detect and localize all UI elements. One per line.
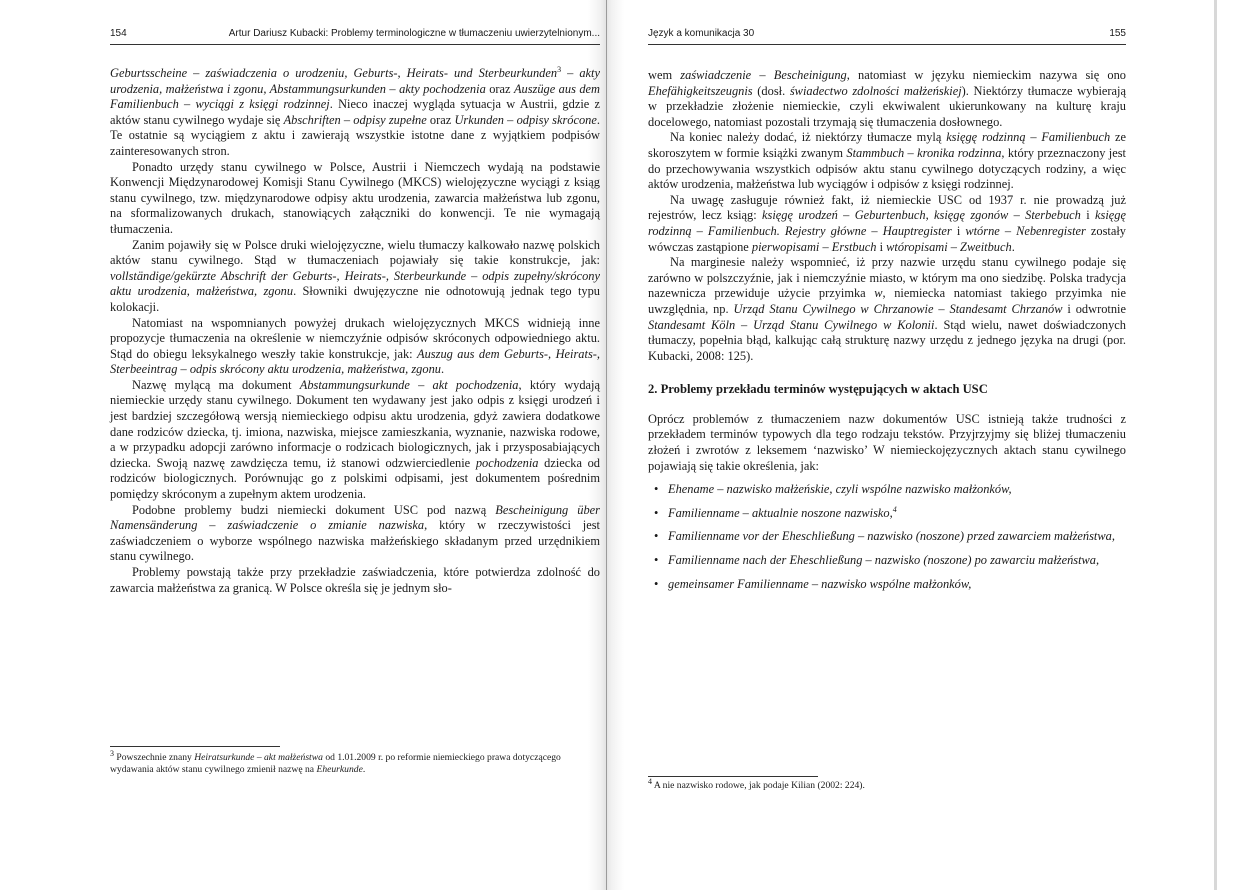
italic-term: Standesamt Köln – Urząd Stanu Cywilnego w Kolonii xyxy=(648,317,935,332)
term-list-item xyxy=(648,553,1126,569)
text-run: , który w rzeczywistości jest zaświadczeniem o wyborze wspólnego nazwiska małżeńskiego składanym przed urzędnikiem stanu cywilnego. xyxy=(110,518,600,564)
italic-term: Urkunden – odpisy skrócone xyxy=(454,112,597,127)
footnote-4-marker: 4 xyxy=(648,776,652,786)
right-footnote xyxy=(648,776,1126,792)
left-page xyxy=(80,0,600,890)
right-page-header xyxy=(648,28,1126,44)
text-run: Na koniec należy dodać, iż niektórzy tłumacze mylą xyxy=(670,130,947,145)
right-paragraphs xyxy=(648,68,1126,364)
section-paragraph xyxy=(648,412,1126,474)
italic-term: vollständige/gekürzte Abschrift der Geburts-, Heirats-, Sterbeurkunde – odpis zupełny/skrócony aktu urodzenia, małżeństwa, zgonu xyxy=(110,268,600,299)
paragraph xyxy=(110,316,600,378)
terms-list xyxy=(648,482,1126,592)
section-heading: 2. Problemy przekładu terminów występujących w aktach USC xyxy=(648,382,988,397)
italic-term: Bescheinigung über Namensänderung – zaświadczenie o zmianie nazwiska xyxy=(110,502,600,533)
text-run: Na marginesie należy wspomnieć, iż przy nazwie urzędu stanu cywilnego podaje się zarówno w polszczyźnie, jak i niemczyźnie miasto, w którym ma ono siedzibę. Polska tradycja nazewnicza przewiduje użycie przyimka xyxy=(648,255,1126,301)
left-page-body xyxy=(110,66,600,596)
text-run: , niemiecka natomiast takiego przyimka nie uwzględnia, np. xyxy=(648,286,1127,316)
paragraph xyxy=(110,66,600,160)
paragraph xyxy=(648,193,1126,255)
left-page-number: 154 xyxy=(110,28,127,39)
text-run: Oprócz problemów z tłumaczeniem nazw dokumentów USC istnieją także trudności z przekładem terminów typowych dla tego rodzaju tekstów. Przyjrzyjmy się bliżej tłumaczeniu złożeń i zwrotów z leksemem ‘nazwisko’ W niemieckojęzycznych aktach stanu cywilnego pojawiają się takie określenia, jak: xyxy=(648,411,1126,473)
term-list-item xyxy=(648,577,1126,593)
text-run: Zanim pojawiły się w Polsce druki wielojęzyczne, wielu tłumaczy kalkowało nazwę polskich aktów stanu cywilnego. Stąd w tłumaczeniach pojawiały się takie konstrukcje, jak: xyxy=(110,237,600,268)
term-list-item xyxy=(648,529,1126,545)
text-run: . Stąd wielu, nawet doświadczonych tłumaczy, popełnia błąd, kalkując całą strukturę nazwy urzędu z jednego języka na drugi (por. Kubacki, 2008: 125). xyxy=(648,317,1126,363)
text-run: zostały wówczas zastąpione xyxy=(648,223,1126,254)
italic-term: Abschriften – odpisy zupełne xyxy=(283,112,427,127)
text-run: Problemy powstają także przy przekładzie zaświadczenia, które potwierdza zdolność do zawarcia małżeństwa za granicą. W Polsce określa się je jednym sło- xyxy=(110,565,600,595)
right-running-head: Język a komunikacja 30 xyxy=(648,28,755,39)
italic-term: księgę urodzeń – Geburtenbuch, księgę zgonów – Sterbebuch xyxy=(762,208,1081,223)
term-text: Familienname – aktualnie noszone nazwisko, xyxy=(668,505,893,520)
text-run: Powszechnie znany xyxy=(114,752,195,763)
italic-term: pierwopisami – Erstbuch xyxy=(751,239,877,254)
italic-term: wtóropisami – Zweitbuch xyxy=(886,239,1012,254)
text-run: Podobne problemy budzi niemiecki dokument USC pod nazwą xyxy=(132,502,496,517)
text-run: dziecka od rodziców biologicznych. Porównując go z polskimi odpisami, jest dokumentem pośrednim pomiędzy skróconym a zupełnym aktem urodzenia. xyxy=(110,455,600,502)
text-run: wem xyxy=(648,68,681,82)
text-run: (dosł. xyxy=(752,83,790,98)
term-text: Familienname nach der Eheschließung – nazwisko (noszone) po zawarciu małżeństwa, xyxy=(668,553,1100,568)
paragraph xyxy=(648,255,1126,364)
italic-term: Eheurkunde xyxy=(316,764,363,776)
bullet-icon: • xyxy=(654,505,659,520)
paragraph xyxy=(110,565,600,596)
paragraph xyxy=(648,68,1126,130)
italic-term: w xyxy=(874,286,883,301)
text-run: i xyxy=(876,239,887,254)
text-run: Nazwę mylącą ma dokument xyxy=(132,377,300,392)
right-header-rule xyxy=(648,44,1126,45)
term-list-item xyxy=(648,482,1126,498)
text-run: . Słowniki dwujęzyczne nie odnotowują jednak tego typu kolokacji. xyxy=(110,284,600,314)
right-page xyxy=(648,0,1126,890)
paragraph xyxy=(110,238,600,316)
italic-term: księgę rodzinną – Familienbuch xyxy=(946,130,1111,145)
italic-term: Urząd Stanu Cywilnego w Chrzanowie – Standesamt Chrzanów xyxy=(733,301,1063,316)
text-run: oraz xyxy=(426,112,455,127)
italic-term: księgę rodzinną – Familienbuch. Rejestry główne – Hauptregister xyxy=(648,208,1126,238)
italic-term: – akty urodzenia, małżeństwa i zgonu, Abstammungsurkunden – akty pochodzenia xyxy=(110,66,600,96)
term-text: Familienname vor der Eheschließung – nazwisko (noszone) przed zawarciem małżeństwa, xyxy=(668,529,1115,544)
bullet-icon: • xyxy=(654,482,659,497)
italic-term: zaświadczenie – Bescheinigung xyxy=(680,68,847,82)
right-footnote-rule xyxy=(648,776,818,777)
italic-term: Heiratsurkunde – akt małżeństwa xyxy=(194,752,323,763)
text-run: . Te ostatnie są wyciągiem z aktu i zawierają wszystkie istotne dane z wyjątkiem podpisów zainteresowanych stron. xyxy=(110,112,600,158)
bullet-icon: • xyxy=(654,576,659,591)
text-run: ). Niektórzy tłumacze wybierają w przekładzie złożenie niemieckie, czyli ekwiwalent ukierunkowany na kulturę kraju docelowego, natomiast pozostali trzymają się tłumaczenia dosłownego. xyxy=(648,83,1127,129)
footnote-3-marker: 3 xyxy=(110,748,114,758)
left-header-rule xyxy=(110,44,600,45)
text-run: ze skoroszytem w formie książki zwanym xyxy=(648,130,1126,160)
italic-term: Auszüge aus dem Familienbuch – wyciągi z księgi rodzinnej xyxy=(110,81,600,112)
paragraph xyxy=(648,412,1126,474)
paragraph xyxy=(110,378,600,503)
left-running-head: Artur Dariusz Kubacki: Problemy terminologiczne w tłumaczeniu uwierzytelnionym... xyxy=(228,28,600,39)
left-footnote xyxy=(110,748,600,777)
text-run: . xyxy=(362,764,366,776)
italic-term: Ehefähigkeitszeugnis xyxy=(648,83,753,98)
footnote-marker: 4 xyxy=(892,504,897,514)
paragraph xyxy=(110,160,600,238)
bullet-icon: • xyxy=(654,553,659,568)
left-page-header xyxy=(80,28,600,44)
text-run: , który wydają niemieckie urzędy stanu cywilnego. Dokument ten wydawany jest jako odpis z księgi urodzeń i jest bardziej szczegółową wersją niemieckiego odpisu aktu urodzenia, gdyż zawiera dodatkowe dane rodziców dziecka, tj. imiona, nazwiska, miejsce zamieszkania, wyznanie, nazwiska rodowe, a w przypadku adopcji zarówno informacje o rodzicach biologicznych, jak i przysposabiających dziecka. Swoją nazwę zawdzięcza temu, iż stanowi odzwierciedlenie xyxy=(110,377,600,470)
text-run: od 1.01.2009 r. po reformie niemieckiego prawa dotyczącego wydawania aktów stanu cywilnego zmienił nazwę na xyxy=(110,752,561,776)
text-run: i odwrotnie xyxy=(1062,301,1126,316)
right-page-number: 155 xyxy=(1109,28,1126,39)
term-text: gemeinsamer Familienname – nazwisko wspólne małżonków, xyxy=(668,576,972,591)
page-edge-shadow xyxy=(1214,0,1217,890)
italic-term: świadectwo zdolności małżeńskiej xyxy=(789,83,962,98)
italic-term: pochodzenia xyxy=(475,455,539,470)
italic-term: Auszug aus dem Geburts-, Heirats-, Sterbeeintrag – odpis skrócony aktu urodzenia, małżeństwa, zgonu xyxy=(110,346,600,377)
text-run: Ponadto urzędy stanu cywilnego w Polsce, Austrii i Niemczech wydają na podstawie Konwencji Międzynarodowej Komisji Stanu Cywilnego (MKCS) wielojęzyczne wyciągi z ksiąg stanu cywilnego, tzw. międzynarodowe odpisy aktu urodzenia, zawarcia małżeństwa lub zgonu, na sformalizowanych drukach, stanowiących załączniki do konwencji. Te nie wymagają tłumaczenia. xyxy=(110,159,600,236)
text-run: , który przeznaczony jest do przechowywania wszystkich odpisów aktu stanu cywilnego dotyczących rodziny, a więc aktów urodzenia, małżeństwa lub wyciągów i odpisów z księgi rodzinnej. xyxy=(648,145,1127,192)
paragraph xyxy=(110,503,600,565)
term-list-item xyxy=(648,506,1126,522)
right-page-body xyxy=(648,68,1126,600)
italic-term: Abstammungsurkunde – akt pochodzenia xyxy=(299,377,519,392)
text-run: i xyxy=(1080,208,1096,223)
text-run: . xyxy=(1011,239,1015,254)
text-run: . Nieco inaczej wygląda sytuacja w Austrii, gdzie z aktów stanu cywilnego wydaje się xyxy=(110,97,600,127)
text-run: . xyxy=(440,362,445,377)
left-footnote-rule xyxy=(110,746,280,747)
text-run: i xyxy=(951,223,966,238)
footnote-marker: 3 xyxy=(557,64,562,74)
italic-term: Geburtsscheine – zaświadczenia o urodzeniu, Geburts-, Heirats- und Sterbeurkunden xyxy=(110,66,558,80)
text-run: oraz xyxy=(485,81,514,96)
footnote-4-text: A nie nazwisko rodowe, jak podaje Kilian (2002: 224). xyxy=(652,780,865,791)
gutter-fold-line xyxy=(606,0,607,890)
italic-term: wtórne – Nebenregister xyxy=(965,223,1086,238)
paragraph xyxy=(648,130,1126,192)
term-text: Ehename – nazwisko małżeńskie, czyli wspólne nazwisko małżonków, xyxy=(668,482,1012,497)
text-run: Na uwagę zasługuje również fakt, iż niemieckie USC od 1937 r. nie prowadzą już rejestrów, lecz ksiąg: xyxy=(648,192,1126,223)
text-run: , natomiast w języku niemieckim nazywa się ono xyxy=(846,68,1126,82)
bullet-icon: • xyxy=(654,529,659,544)
text-run: Natomiast na wspomnianych powyżej drukach wielojęzycznych MKCS widnieją inne propozycje tłumaczenia na określenie w niemczyźnie odpisów skróconych odpowiedniego aktu. Stąd do obiegu leksykalnego weszły takie konstrukcje, jak: xyxy=(110,315,600,361)
italic-term: Stammbuch – kronika rodzinna xyxy=(846,145,1002,160)
